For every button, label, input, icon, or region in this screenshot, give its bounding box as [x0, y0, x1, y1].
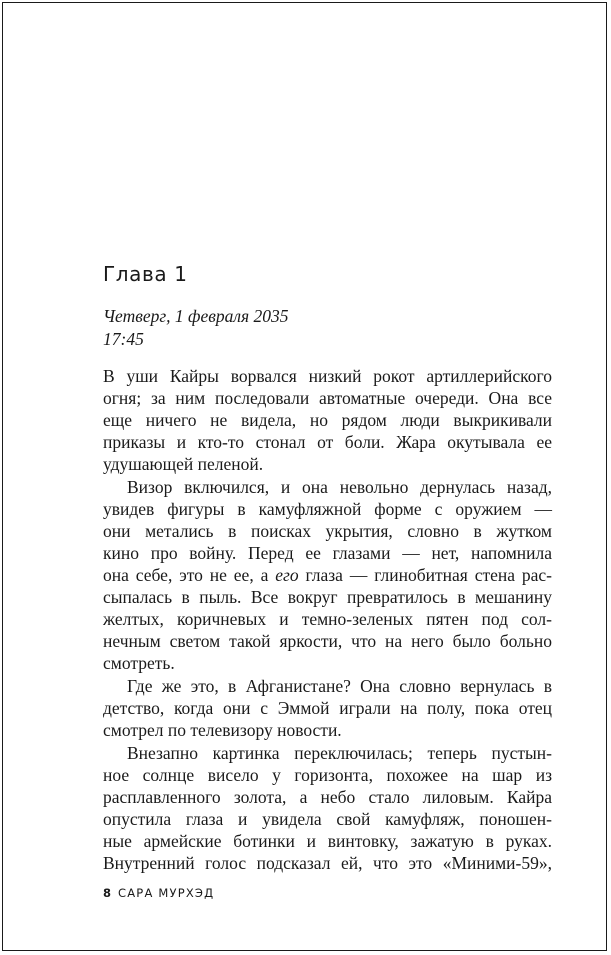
body-line: удушающей пеленой. [103, 454, 264, 474]
body-line: она себе, это не ее, а его глаза — глинобитная стена рас- [103, 565, 553, 585]
running-footer [103, 886, 214, 900]
body-line: В уши Кайры ворвался низкий рокот артиллерийского [103, 366, 552, 386]
body-line: расплавленного золота, а небо стало лиловым. Кайра [103, 787, 552, 807]
body-line: огня; за ним последовали автоматные очереди. Она все [103, 388, 552, 408]
body-line: Визор включился, и она невольно дернулась назад, [127, 477, 552, 497]
body-line: опустила глаза и увидела свой камуфляж, поношен- [103, 809, 552, 829]
emphasis: его [275, 565, 299, 585]
body-line: Внезапно картинка переключилась; теперь пустын- [127, 743, 552, 763]
body-line: детство, когда они с Эммой играли на полу, пока отец [103, 698, 552, 718]
body-line: еще ничего не видела, но рядом люди выкрикивали [103, 410, 552, 430]
chapter-time: 17:45 [103, 329, 144, 349]
body-line: они метались в поисках укрытия, словно в жутком [103, 521, 552, 541]
body-line: нечным светом такой яркости, что на него было больно [103, 631, 552, 651]
body-line: смотрел по телевизору новости. [103, 720, 342, 740]
chapter-date: Четверг, 1 февраля 2035 [103, 306, 289, 326]
body-line: Где же это, в Афганистане? Она словно вернулась в [127, 676, 552, 696]
body-line: кино про войну. Перед ее глазами — нет, напомнила [103, 543, 552, 563]
body-line: смотреть. [103, 653, 175, 673]
running-author: САРА МУРХЭД [118, 886, 215, 900]
body-line: желтых, коричневых и темно-зеленых пятен под сол- [103, 609, 552, 629]
page-number: 8 [103, 886, 112, 900]
body-line: ные армейские ботинки и винтовку, зажатую в руках. [103, 831, 552, 851]
body-line: ное солнце висело у горизонта, похожее на шар из [103, 765, 552, 785]
body-line: Внутренний голос подсказал ей, что это «Миними-59», [103, 853, 552, 873]
body-line: сыпалась в пыль. Все вокруг превратилось в мешанину [103, 587, 552, 607]
chapter-title: Глава 1 [103, 262, 188, 286]
body-line: увидев фигуры в камуфляжной форме с оружием — [103, 499, 552, 519]
body-line: приказы и кто-то стонал от боли. Жара окутывала ее [103, 432, 552, 452]
